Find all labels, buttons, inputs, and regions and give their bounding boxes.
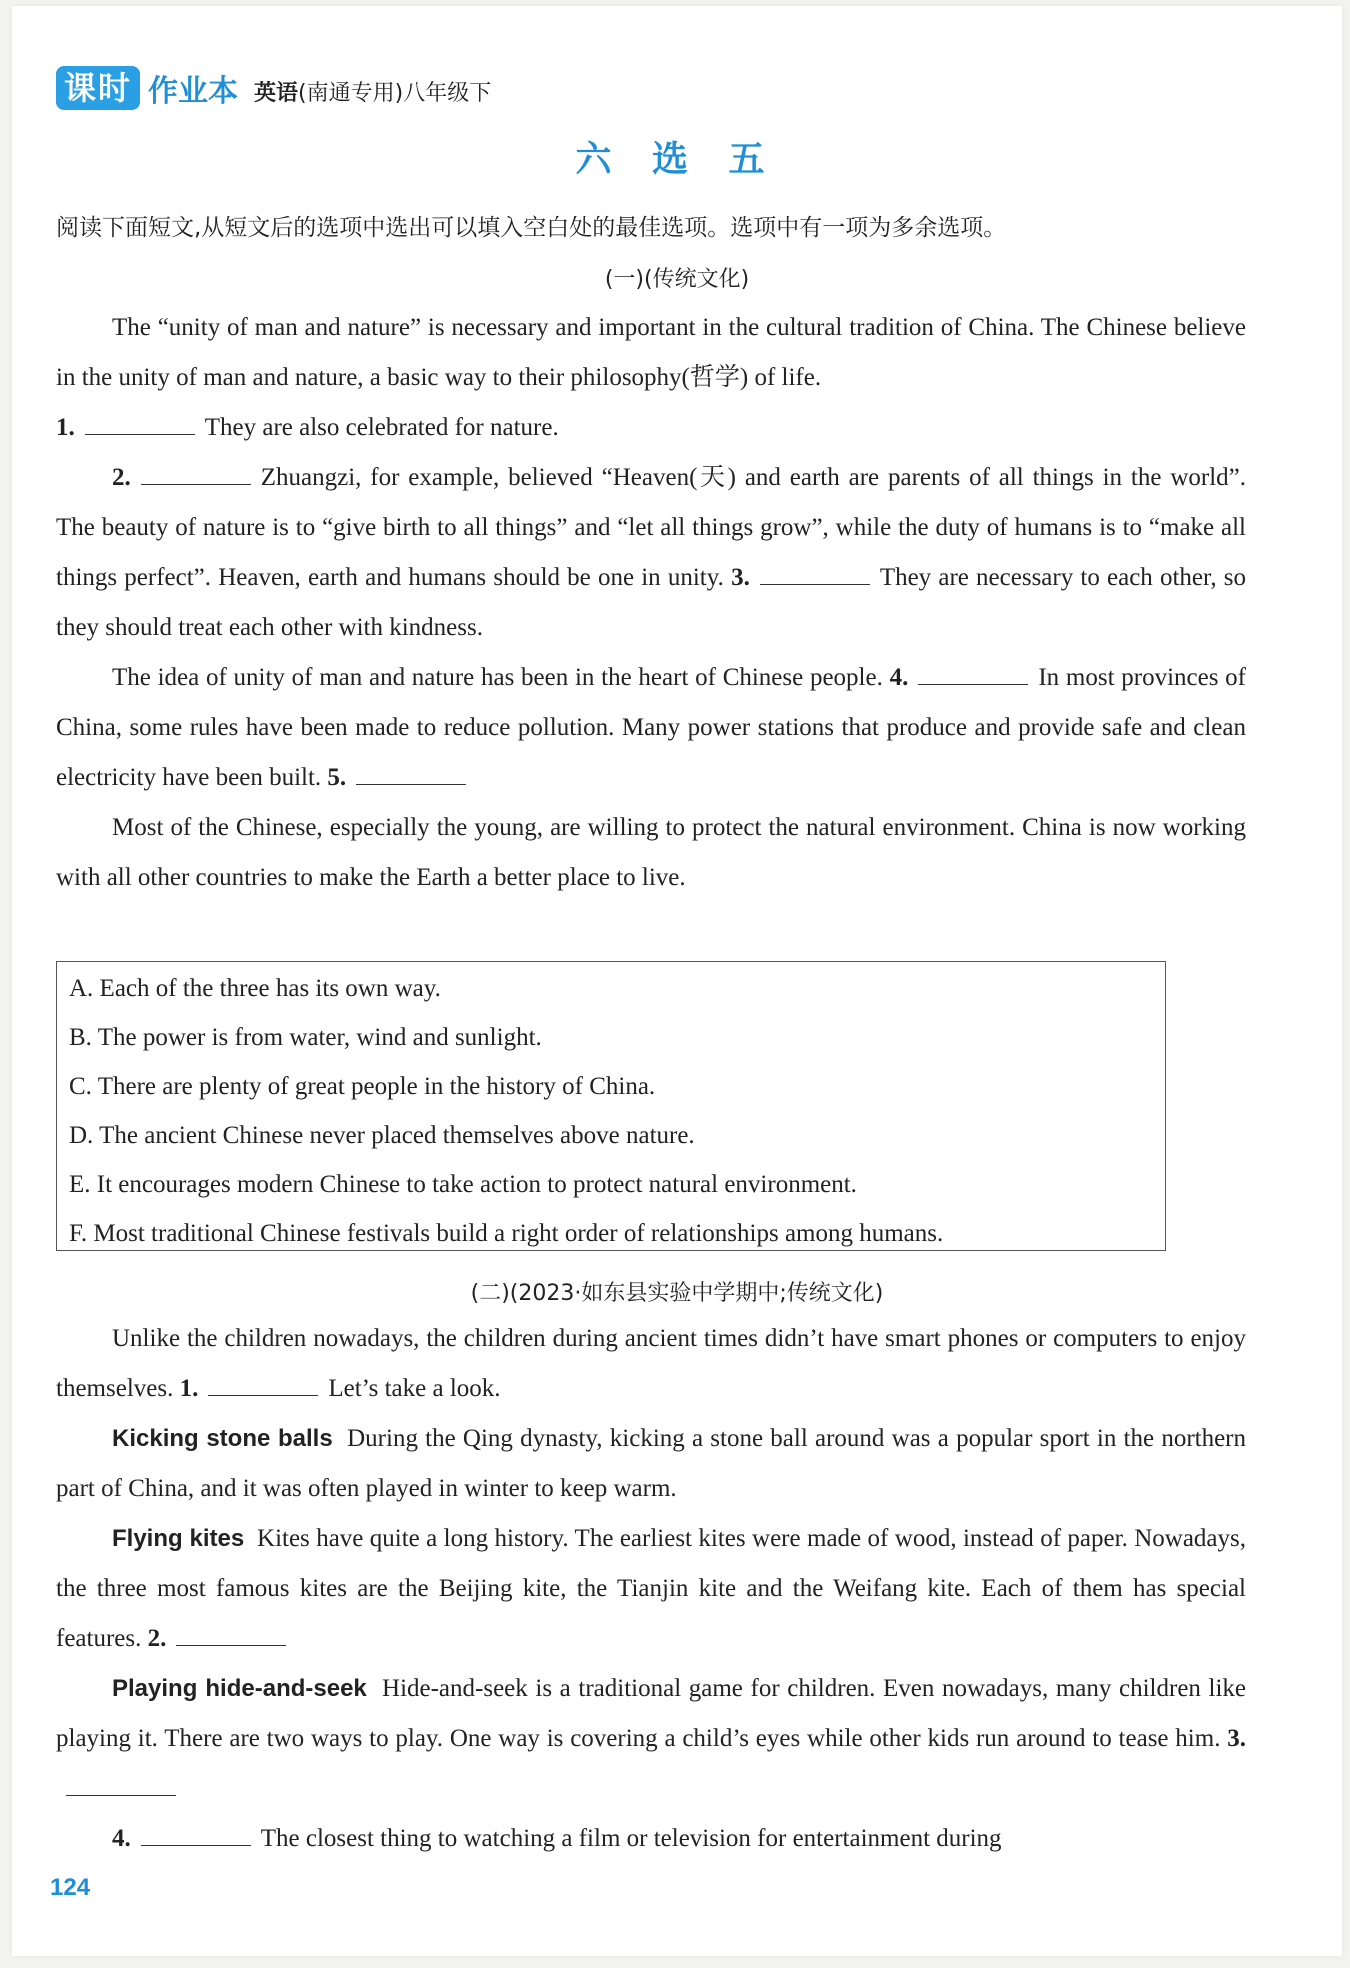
passage1-paragraph-2 xyxy=(56,453,1246,653)
options-box xyxy=(56,961,1166,1251)
passage2-body xyxy=(56,1314,1246,1864)
passage1-paragraph-3 xyxy=(56,653,1246,803)
logo-boxed: 课时 xyxy=(56,66,140,110)
heading-kicking-stone-balls: Kicking stone balls xyxy=(112,1425,333,1452)
p2-blank-2[interactable] xyxy=(176,1623,286,1646)
p2-blank-number-2: 2. xyxy=(147,1625,167,1652)
p2-blank-4[interactable] xyxy=(141,1823,251,1846)
passage2-p3-text: Kites have quite a long history. The earliest kites were made of wood, instead of paper. Nowadays, the three most famous kites are the Beijing kite, the Tianjin kite and the Weifang kite. Each of them has special features. xyxy=(56,1525,1246,1652)
p2-blank-number-4: 4. xyxy=(112,1825,131,1852)
page-number: 124 xyxy=(50,1874,91,1901)
section-title: 六 选 五 xyxy=(575,139,779,180)
blank-1[interactable] xyxy=(85,412,195,435)
passage1-body xyxy=(56,303,1246,903)
blank-number-5: 5. xyxy=(327,764,347,791)
passage1-p2-text: Zhuangzi, for example, believed “Heaven(天) and earth are parents of all things in the world”. The beauty of nature is to “give birth to all things” and “let all things grow”, while the duty of humans is to “make all things perfect”. Heaven, earth and humans should be one in unity. xyxy=(56,464,1246,591)
option-d[interactable]: D. The ancient Chinese never placed themselves above nature. xyxy=(69,1122,695,1149)
heading-flying-kites: Flying kites xyxy=(112,1525,245,1552)
passage2-paragraph-5 xyxy=(56,1814,1246,1864)
option-f[interactable]: F. Most traditional Chinese festivals build a right order of relationships among humans. xyxy=(69,1220,944,1247)
p2-blank-number-3: 3. xyxy=(1227,1725,1246,1752)
option-e[interactable]: E. It encourages modern Chinese to take action to protect natural environment. xyxy=(69,1171,857,1198)
subject-rest: (南通专用)八年级下 xyxy=(298,80,492,106)
logo-text: 作业本 xyxy=(148,74,239,109)
p2-blank-1[interactable] xyxy=(208,1373,318,1396)
passage2-p1-text: Unlike the children nowadays, the children during ancient times didn’t have smart phones or computers to enjoy themselves. xyxy=(56,1325,1246,1402)
blank-3[interactable] xyxy=(760,562,870,585)
passage1-subtitle: (一)(传统文化) xyxy=(604,267,750,292)
passage1-p1-after: They are also celebrated for nature. xyxy=(204,414,559,441)
option-a[interactable]: A. Each of the three has its own way. xyxy=(69,975,441,1002)
passage2-paragraph-3 xyxy=(56,1514,1246,1664)
blank-4[interactable] xyxy=(918,662,1028,685)
option-b[interactable]: B. The power is from water, wind and sunlight. xyxy=(69,1024,542,1051)
subject-label xyxy=(254,76,491,107)
passage1-paragraph-1 xyxy=(56,303,1246,453)
book-header xyxy=(56,66,491,110)
blank-5[interactable] xyxy=(356,762,466,785)
option-c[interactable]: C. There are plenty of great people in the history of China. xyxy=(69,1073,656,1100)
passage2-paragraph-2 xyxy=(56,1414,1246,1514)
blank-number-2: 2. xyxy=(112,464,131,491)
passage1-p4-text: Most of the Chinese, especially the young, are willing to protect the natural environment. China is now working with all other countries to make the Earth a better place to live. xyxy=(56,814,1246,891)
heading-hide-and-seek: Playing hide-and-seek xyxy=(112,1675,367,1702)
passage2-p4-text: Hide-and-seek is a traditional game for children. Even nowadays, many children like playing it. There are two ways to play. One way is covering a child’s eyes while other kids run around to tease him. xyxy=(56,1675,1247,1752)
passage1-p3-mid: In most provinces of China, some rules have been made to reduce pollution. Many power stations that produce and provide safe and clean electricity have been built. xyxy=(56,664,1247,791)
passage2-p2-text: During the Qing dynasty, kicking a stone ball around was a popular sport in the northern part of China, and it was often played in winter to keep warm. xyxy=(56,1425,1247,1502)
blank-2[interactable] xyxy=(141,462,251,485)
passage2-paragraph-4 xyxy=(56,1664,1246,1814)
passage2-p5-text: The closest thing to watching a film or television for entertainment during xyxy=(260,1825,1002,1852)
page xyxy=(12,6,1342,1956)
p2-blank-3[interactable] xyxy=(66,1773,176,1796)
blank-number-1: 1. xyxy=(56,414,75,441)
p2-blank-number-1: 1. xyxy=(179,1375,199,1402)
blank-number-3: 3. xyxy=(731,564,750,591)
passage2-paragraph-1 xyxy=(56,1314,1246,1414)
passage2-p1-after: Let’s take a look. xyxy=(328,1375,501,1402)
passage1-paragraph-4 xyxy=(56,803,1246,903)
passage1-p1-text: The “unity of man and nature” is necessary and important in the cultural tradition of China. The Chinese believe in the unity of man and nature, a basic way to their philosophy(哲学) of life. xyxy=(56,314,1246,391)
passage1-p3-text: The idea of unity of man and nature has been in the heart of Chinese people. xyxy=(112,664,883,691)
blank-number-4: 4. xyxy=(889,664,909,691)
instruction: 阅读下面短文,从短文后的选项中选出可以填入空白处的最佳选项。选项中有一项为多余选项。 xyxy=(56,215,1007,241)
passage2-subtitle: (二)(2023·如东县实验中学期中;传统文化) xyxy=(470,1281,884,1306)
subject-bold: 英语 xyxy=(254,80,299,106)
passage1-p2-after: They are necessary to each other, so they should treat each other with kindness. xyxy=(56,564,1247,641)
